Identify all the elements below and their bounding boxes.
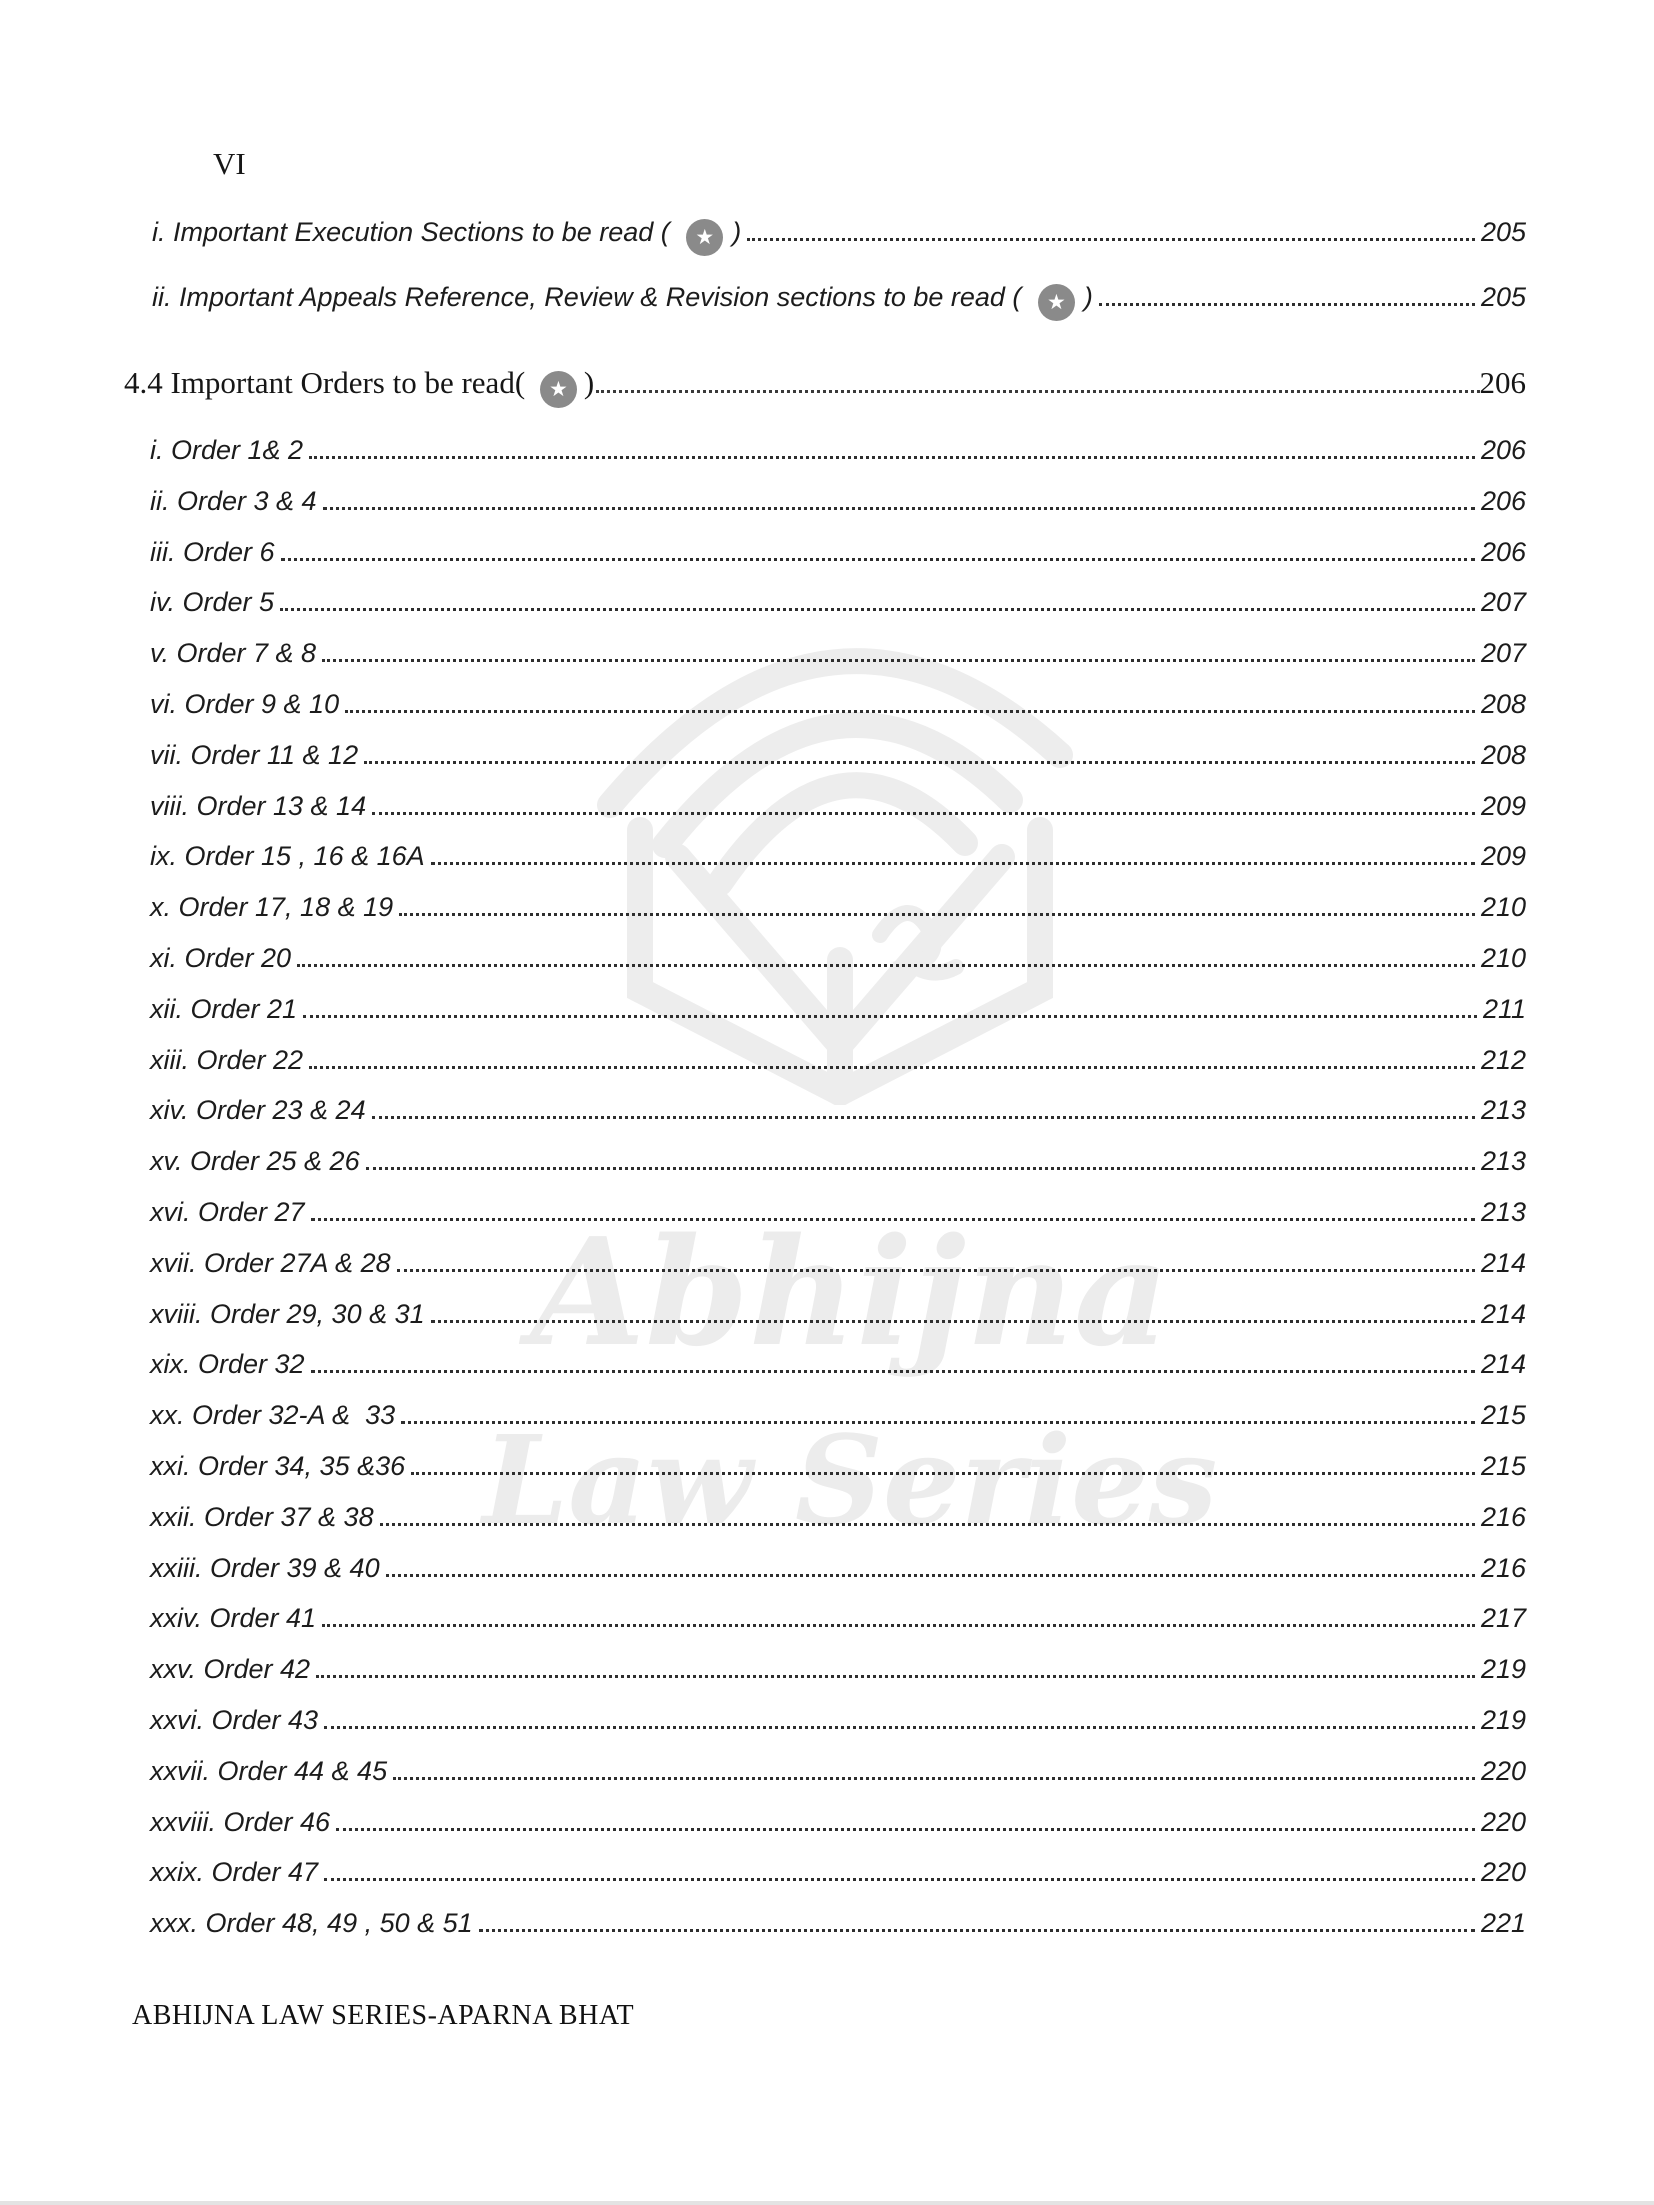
toc-entry-label: xviii. Order 29, 30 & 31	[150, 1298, 425, 1329]
dotted-leader	[397, 1269, 1475, 1272]
toc-entry-row	[150, 1492, 1526, 1543]
dotted-leader	[281, 558, 1475, 561]
toc-entry-page-number: 208	[1480, 739, 1526, 770]
dotted-leader	[747, 238, 1475, 241]
toc-entry-page-number: 212	[1480, 1044, 1526, 1075]
dotted-leader	[399, 913, 1475, 916]
watermark-text-line2: Law Series	[482, 1408, 1218, 1552]
toc-entry-label: xx. Order 32-A & 33	[150, 1400, 396, 1431]
toc-entry-row	[150, 1390, 1526, 1441]
dotted-leader	[311, 1370, 1475, 1373]
toc-entry-page-number: 214	[1480, 1298, 1526, 1329]
toc-entry-row	[150, 1543, 1526, 1594]
dotted-leader	[431, 1320, 1475, 1323]
toc-entry-row	[150, 1797, 1526, 1848]
toc-entry-page-number: 210	[1480, 892, 1526, 923]
toc-entry-label: ii. Order 3 & 4	[150, 485, 317, 516]
closing-paren: )	[1083, 282, 1093, 312]
closing-paren: )	[583, 365, 595, 400]
toc-entry-label: xxvi. Order 43	[150, 1704, 319, 1735]
toc-entry-page-number: 216	[1480, 1552, 1526, 1583]
toc-subsection-row	[152, 265, 1526, 330]
toc-entry-page-number: 207	[1480, 638, 1526, 669]
book-footer: ABHIJNA LAW SERIES-APARNA BHAT	[132, 2000, 635, 2031]
toc-entry-row	[150, 1238, 1526, 1289]
toc-entry-row	[150, 1136, 1526, 1187]
toc-entry-row	[150, 984, 1526, 1035]
toc-subsection-label: i. Important Execution Sections to be read (	[152, 217, 678, 247]
star-icon: ★	[1038, 284, 1075, 321]
closing-paren: )	[732, 217, 742, 247]
toc-entry-label: xxix. Order 47	[150, 1857, 319, 1888]
toc-entry-label: xv. Order 25 & 26	[150, 1146, 360, 1177]
toc-entry-label: ix. Order 15 , 16 & 16A	[150, 841, 425, 872]
dotted-leader	[324, 1726, 1475, 1729]
toc-entry-page-number: 213	[1480, 1095, 1526, 1126]
dotted-leader	[386, 1574, 1475, 1577]
toc-entry-row	[150, 1695, 1526, 1746]
toc-entry-label: x. Order 17, 18 & 19	[150, 892, 394, 923]
dotted-leader	[364, 761, 1475, 764]
toc-entry-label: vi. Order 9 & 10	[150, 688, 340, 719]
dotted-leader	[309, 1066, 1475, 1069]
toc-entry-label: vii. Order 11 & 12	[150, 739, 359, 770]
toc-entry-label: xvii. Order 27A & 28	[150, 1247, 391, 1278]
toc-entry-page-number: 206	[1480, 485, 1526, 516]
dotted-leader	[297, 964, 1475, 967]
dotted-leader	[366, 1167, 1475, 1170]
toc-entry-label: xix. Order 32	[150, 1349, 305, 1380]
toc-entry-label: xii. Order 21	[150, 993, 298, 1024]
toc-entry-row	[150, 1289, 1526, 1340]
toc-subsection-page-number: 205	[1480, 217, 1526, 247]
toc-entry-label: xxiii. Order 39 & 40	[150, 1552, 380, 1583]
toc-entry-page-number: 208	[1480, 688, 1526, 719]
toc-entry-page-number: 215	[1480, 1400, 1526, 1431]
toc-entry-label: xxvii. Order 44 & 45	[150, 1755, 388, 1786]
toc-entry-row	[150, 1187, 1526, 1238]
dotted-leader	[311, 1218, 1475, 1221]
toc-entry-page-number: 221	[1480, 1908, 1526, 1939]
toc-entry-label: xxx. Order 48, 49 , 50 & 51	[150, 1908, 473, 1939]
toc-entry-page-number: 220	[1480, 1806, 1526, 1837]
toc-entry-page-number: 217	[1480, 1603, 1526, 1634]
toc-entry-label: xxi. Order 34, 35 &36	[150, 1450, 406, 1481]
dotted-leader	[324, 1878, 1475, 1881]
dotted-leader	[393, 1777, 1475, 1780]
dotted-leader	[401, 1421, 1475, 1424]
toc-entry-row	[150, 476, 1526, 527]
toc-entry-label: xxviii. Order 46	[150, 1806, 331, 1837]
toc-entry-row	[150, 1593, 1526, 1644]
dotted-leader	[1099, 303, 1475, 306]
toc-entry-label: v. Order 7 & 8	[150, 638, 317, 669]
dotted-leader	[380, 1523, 1475, 1526]
toc-entry-page-number: 213	[1480, 1146, 1526, 1177]
dotted-leader	[411, 1472, 1475, 1475]
toc-entry-row	[150, 1441, 1526, 1492]
dotted-leader	[280, 608, 1475, 611]
toc-entry-page-number: 213	[1480, 1196, 1526, 1227]
toc-entry-page-number: 219	[1480, 1704, 1526, 1735]
toc-entry-row	[150, 882, 1526, 933]
toc-entry-page-number: 207	[1480, 587, 1526, 618]
toc-entry-label: xi. Order 20	[150, 942, 292, 973]
dotted-leader	[303, 1015, 1477, 1018]
dotted-leader	[431, 862, 1475, 865]
dotted-leader	[316, 1675, 1475, 1678]
toc-subsection-label: ii. Important Appeals Reference, Review & Revision sections to be read (	[152, 282, 1029, 312]
toc-entry-label: viii. Order 13 & 14	[150, 790, 367, 821]
toc-entry-label: xxii. Order 37 & 38	[150, 1501, 374, 1532]
toc-entry-label: iv. Order 5	[150, 587, 275, 618]
toc-entry-label: i. Order 1& 2	[150, 435, 304, 465]
toc-entry-page-number: 206	[1480, 536, 1526, 567]
toc-entry-page-number: 210	[1480, 942, 1526, 973]
toc-entry-row	[150, 1085, 1526, 1136]
toc-entry-page-number: 206	[1480, 435, 1526, 465]
toc-entry-row	[150, 425, 1526, 476]
dotted-leader	[372, 812, 1475, 815]
toc-entry-label: iii. Order 6	[150, 536, 275, 567]
dotted-leader	[479, 1929, 1475, 1932]
toc-entry-page-number: 215	[1480, 1450, 1526, 1481]
toc-entry-row	[150, 1035, 1526, 1086]
toc-section-page-number: 206	[1479, 365, 1526, 400]
toc-entry-row	[150, 527, 1526, 578]
toc-entry-row	[150, 1898, 1526, 1949]
dotted-leader	[322, 659, 1475, 662]
dotted-leader	[323, 507, 1475, 510]
toc-entry-label: xxiv. Order 41	[150, 1603, 317, 1634]
dotted-leader	[372, 1116, 1475, 1119]
dotted-leader	[345, 710, 1475, 713]
star-icon: ★	[686, 219, 723, 256]
toc-section-heading-label: 4.4 Important Orders to be read(	[124, 365, 533, 400]
toc-entry-page-number: 209	[1480, 790, 1526, 821]
toc-subsection-list	[152, 200, 1526, 330]
dotted-leader	[309, 456, 1475, 459]
dotted-leader	[336, 1828, 1475, 1831]
toc-entry-row	[150, 1746, 1526, 1797]
toc-entry-row	[150, 1644, 1526, 1695]
dotted-leader	[322, 1624, 1475, 1627]
toc-entry-page-number: 219	[1480, 1654, 1526, 1685]
toc-entry-label: xxv. Order 42	[150, 1654, 311, 1685]
toc-entry-page-number: 214	[1480, 1349, 1526, 1380]
toc-entry-row	[150, 781, 1526, 832]
toc-entry-row	[150, 831, 1526, 882]
toc-entry-page-number: 211	[1482, 993, 1526, 1024]
toc-entry-label: xvi. Order 27	[150, 1196, 305, 1227]
toc-entry-row	[150, 577, 1526, 628]
page-corner-label: VI	[213, 146, 246, 181]
toc-entry-row	[150, 933, 1526, 984]
toc-section-heading-row	[124, 352, 1526, 414]
toc-entry-page-number: 214	[1480, 1247, 1526, 1278]
toc-entry-row	[150, 730, 1526, 781]
toc-entry-row	[150, 1339, 1526, 1390]
toc-entry-page-number: 220	[1480, 1755, 1526, 1786]
toc-entry-page-number: 220	[1480, 1857, 1526, 1888]
toc-entry-row	[150, 1847, 1526, 1898]
toc-entry-label: xiii. Order 22	[150, 1044, 304, 1075]
toc-entry-row	[150, 628, 1526, 679]
toc-subsection-row	[152, 200, 1526, 265]
watermark-text-line1: Abhijna	[530, 1205, 1170, 1379]
page-bottom-edge	[0, 2201, 1654, 2205]
toc-entry-list	[150, 425, 1526, 1949]
toc-entry-row	[150, 679, 1526, 730]
toc-subsection-page-number: 205	[1480, 282, 1526, 312]
toc-entry-page-number: 209	[1480, 841, 1526, 872]
star-icon: ★	[540, 371, 577, 408]
dotted-leader	[596, 390, 1479, 393]
toc-entry-label: xiv. Order 23 & 24	[150, 1095, 366, 1126]
toc-entry-page-number: 216	[1480, 1501, 1526, 1532]
